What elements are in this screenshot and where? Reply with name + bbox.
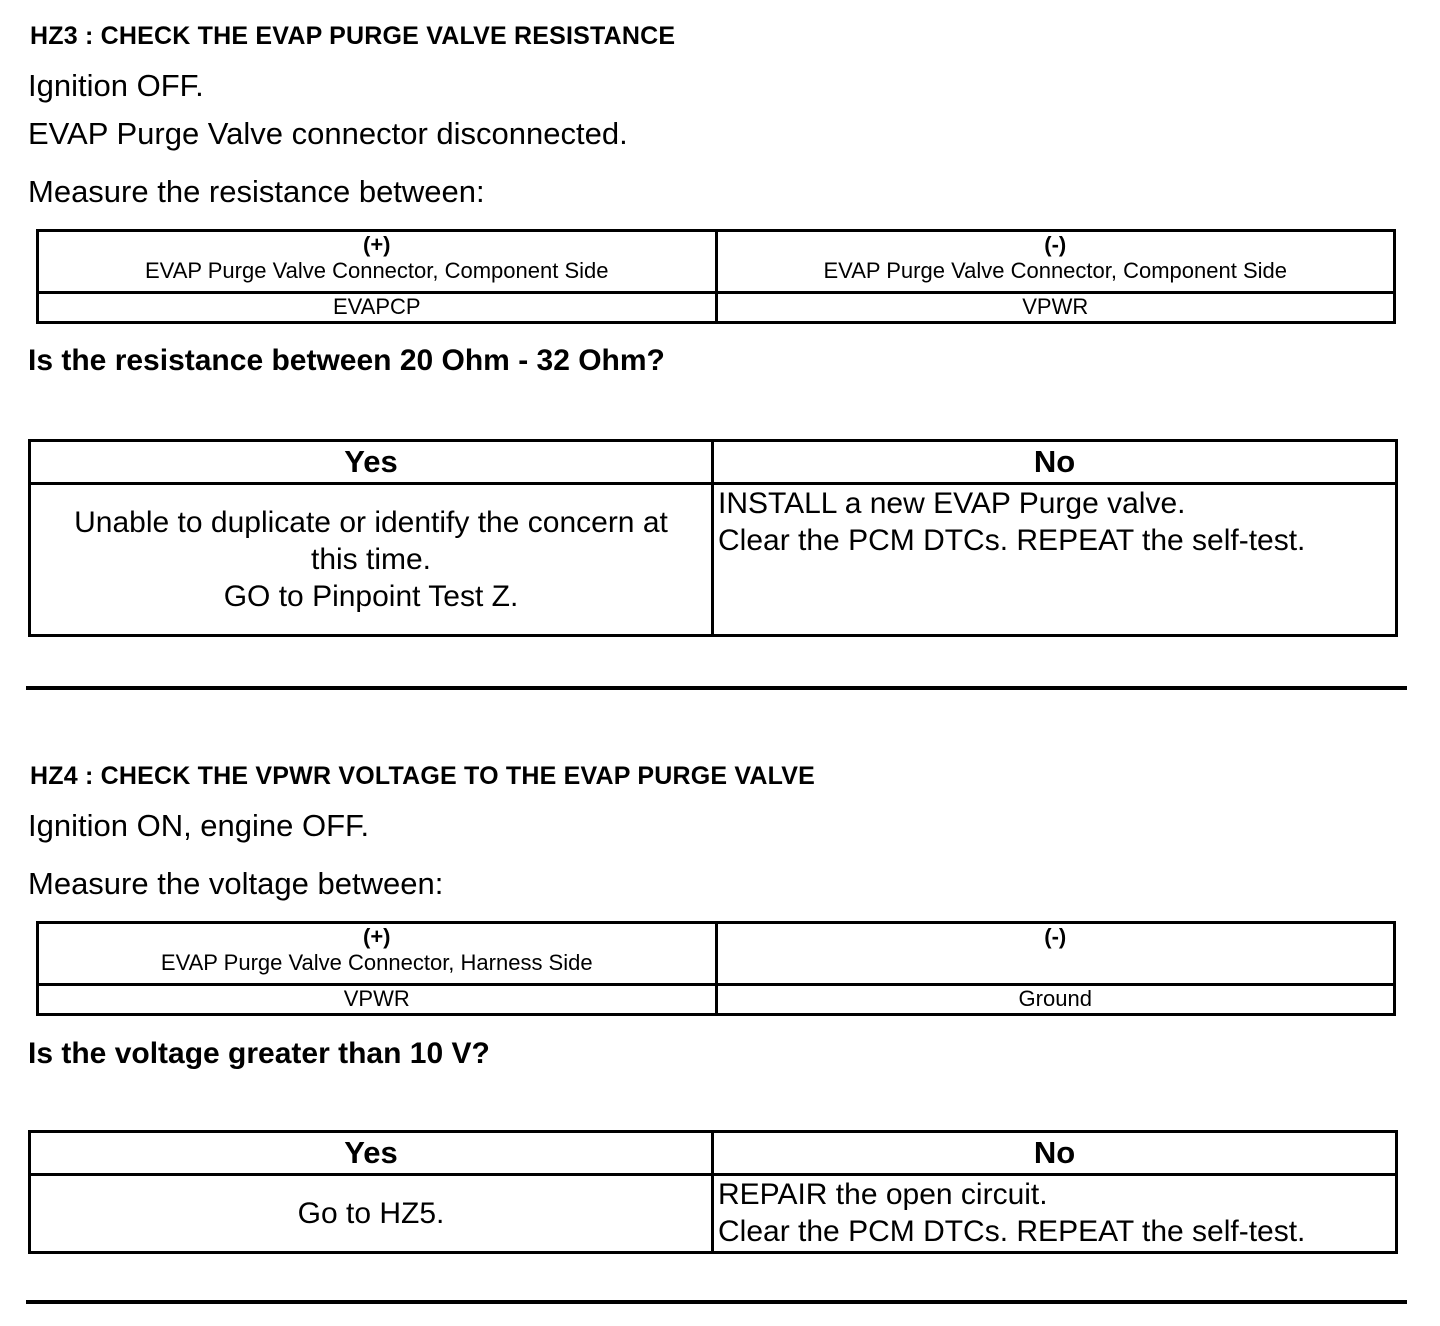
hz3-yes-action	[30, 484, 713, 636]
hz4-ignition-text: Ignition ON, engine OFF.	[28, 808, 370, 843]
hz3-yes-header: Yes	[30, 441, 713, 484]
hz4-measure-text: Measure the voltage between:	[28, 866, 444, 901]
no-line: Clear the PCM DTCs. REPEAT the self-test.	[718, 524, 1306, 557]
section-divider	[26, 1300, 1407, 1304]
hz4-no-action	[713, 1175, 1397, 1253]
hz3-positive-pin: EVAPCP	[38, 293, 717, 323]
hz3-connector-text: EVAP Purge Valve connector disconnected.	[28, 116, 628, 151]
hz4-negative-pin: Ground	[716, 985, 1395, 1015]
hz3-ignition-text: Ignition OFF.	[28, 68, 204, 103]
negative-sign: (-)	[1044, 924, 1067, 949]
hz4-negative-header	[716, 923, 1395, 985]
hz3-question: Is the resistance between 20 Ohm - 32 Ohm?	[28, 344, 665, 377]
section-divider	[26, 686, 1407, 690]
hz3-negative-header	[716, 231, 1395, 293]
hz4-yes-action: Go to HZ5.	[30, 1175, 713, 1253]
yes-line: GO to Pinpoint Test Z.	[223, 580, 519, 613]
yes-line: Unable to duplicate or identify the concern at	[74, 506, 668, 539]
no-line: Clear the PCM DTCs. REPEAT the self-test.	[718, 1215, 1306, 1248]
yes-line: this time.	[310, 543, 432, 576]
hz3-negative-pin: VPWR	[716, 293, 1395, 323]
hz3-measurement-table	[36, 229, 1396, 324]
hz4-result-table	[28, 1130, 1398, 1254]
no-line: INSTALL a new EVAP Purge valve.	[718, 487, 1186, 520]
no-line: REPAIR the open circuit.	[718, 1178, 1048, 1211]
hz3-result-table	[28, 439, 1398, 637]
hz4-positive-header	[38, 923, 717, 985]
hz3-measure-text: Measure the resistance between:	[28, 174, 485, 209]
hz3-no-action	[713, 484, 1397, 636]
hz3-positive-header	[38, 231, 717, 293]
positive-label: EVAP Purge Valve Connector, Harness Side	[160, 950, 593, 975]
hz3-title: HZ3 : CHECK THE EVAP PURGE VALVE RESISTANCE	[30, 22, 676, 50]
hz4-no-header: No	[713, 1132, 1397, 1175]
positive-sign: (+)	[363, 924, 391, 949]
hz4-title: HZ4 : CHECK THE VPWR VOLTAGE TO THE EVAP PURGE VALVE	[30, 762, 816, 790]
positive-sign: (+)	[363, 232, 391, 257]
negative-sign: (-)	[1044, 232, 1067, 257]
positive-label: EVAP Purge Valve Connector, Component Side	[144, 258, 609, 283]
hz4-positive-pin: VPWR	[38, 985, 717, 1015]
hz4-measurement-table	[36, 921, 1396, 1016]
hz4-question: Is the voltage greater than 10 V?	[28, 1037, 490, 1070]
hz3-no-header: No	[713, 441, 1397, 484]
hz4-yes-header: Yes	[30, 1132, 713, 1175]
negative-label: EVAP Purge Valve Connector, Component Side	[823, 258, 1287, 283]
